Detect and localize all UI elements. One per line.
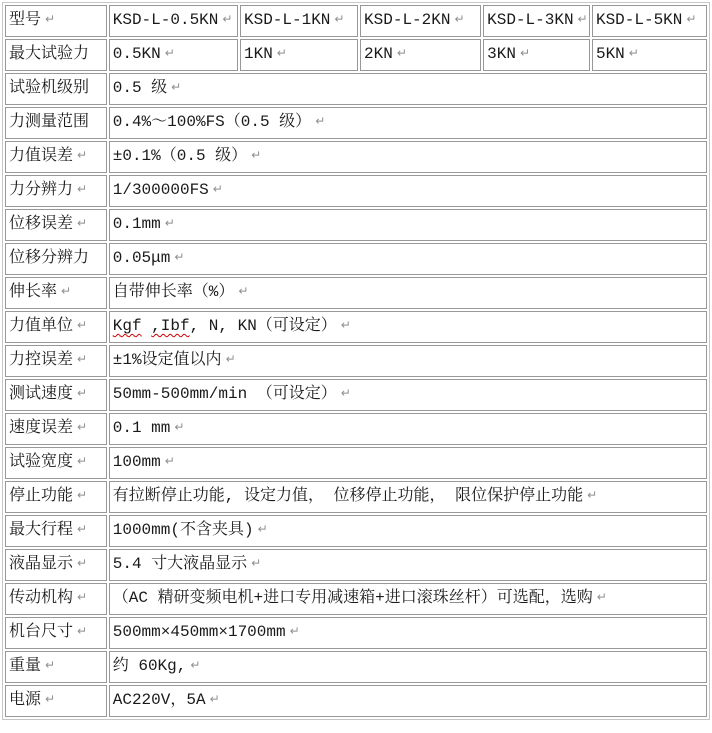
spec-value-cell bbox=[109, 651, 707, 683]
spec-value-cell bbox=[109, 379, 707, 411]
table-row-spec bbox=[5, 549, 707, 581]
paragraph-mark-icon: ↵ bbox=[225, 352, 236, 367]
spec-label: 力值误差 bbox=[9, 147, 74, 166]
spec-label: 重量 bbox=[9, 657, 42, 676]
spec-label-cell bbox=[5, 73, 107, 105]
paragraph-mark-icon: ↵ bbox=[238, 284, 249, 299]
spec-label-cell bbox=[5, 141, 107, 173]
paragraph-mark-icon: ↵ bbox=[77, 182, 88, 197]
spec-value: 约 60Kg, bbox=[112, 657, 187, 676]
table-row-spec bbox=[5, 73, 707, 105]
paragraph-mark-icon: ↵ bbox=[587, 488, 598, 503]
spec-label: 力值单位 bbox=[9, 317, 74, 336]
model-cell bbox=[109, 5, 238, 37]
model-name: KSD-L-2KN bbox=[364, 11, 451, 30]
paragraph-mark-icon: ↵ bbox=[77, 148, 88, 163]
spec-value-cell bbox=[109, 413, 707, 445]
paragraph-mark-icon: ↵ bbox=[77, 590, 88, 605]
spec-label: 传动机构 bbox=[9, 589, 74, 608]
spec-value: 0.1mm bbox=[112, 215, 161, 234]
paragraph-mark-icon: ↵ bbox=[289, 624, 300, 639]
table-row-spec bbox=[5, 379, 707, 411]
spec-value: AC220V，5A bbox=[112, 691, 206, 710]
spec-value-cell bbox=[109, 141, 707, 173]
table-row-spec bbox=[5, 481, 707, 513]
spec-value-cell bbox=[109, 277, 707, 309]
capacity-cell bbox=[109, 39, 238, 71]
model-name: KSD-L-3KN bbox=[487, 11, 574, 30]
spec-value-cell bbox=[109, 311, 707, 343]
spec-label-cell bbox=[5, 243, 107, 275]
capacity-cell bbox=[240, 39, 358, 71]
capacity-value: 1KN bbox=[243, 45, 273, 64]
paragraph-mark-icon: ↵ bbox=[212, 182, 223, 197]
paragraph-mark-icon: ↵ bbox=[251, 556, 262, 571]
spec-label-cell bbox=[5, 413, 107, 445]
paragraph-mark-icon: ↵ bbox=[209, 692, 220, 707]
spec-value-segment bbox=[142, 317, 152, 335]
paragraph-mark-icon: ↵ bbox=[164, 454, 175, 469]
paragraph-mark-icon: ↵ bbox=[276, 46, 287, 61]
spec-value-cell bbox=[109, 175, 707, 207]
spec-label-cell bbox=[5, 175, 107, 207]
model-cell bbox=[360, 5, 481, 37]
paragraph-mark-icon: ↵ bbox=[61, 284, 72, 299]
paragraph-mark-icon: ↵ bbox=[596, 590, 607, 605]
table-row-spec bbox=[5, 413, 707, 445]
table-row-capacity bbox=[5, 39, 707, 71]
spec-value-cell bbox=[109, 617, 707, 649]
spec-value-segment: , N, KN（可设定） bbox=[189, 317, 337, 336]
model-name: KSD-L-0.5KN bbox=[112, 11, 219, 30]
spec-label: 位移分辨力 bbox=[9, 249, 90, 268]
spec-label-cell bbox=[5, 345, 107, 377]
capacity-cell bbox=[360, 39, 481, 71]
spec-label-cell bbox=[5, 651, 107, 683]
table-row-spec bbox=[5, 617, 707, 649]
paragraph-mark-icon: ↵ bbox=[77, 624, 88, 639]
paragraph-mark-icon: ↵ bbox=[686, 12, 697, 27]
spec-value: 1000mm(不含夹具) bbox=[112, 521, 254, 540]
spec-value: 0.05μm bbox=[112, 249, 171, 268]
spec-value-cell bbox=[109, 515, 707, 547]
table-row-spec bbox=[5, 311, 707, 343]
paragraph-mark-icon: ↵ bbox=[519, 46, 530, 61]
spec-value: 有拉断停止功能, 设定力值， 位移停止功能， 限位保护停止功能 bbox=[112, 487, 584, 506]
capacity-value: 2KN bbox=[364, 45, 393, 64]
paragraph-mark-icon: ↵ bbox=[77, 556, 88, 571]
spec-value: 5.4 寸大液晶显示 bbox=[112, 555, 248, 574]
capacity-cell bbox=[483, 39, 590, 71]
spec-label: 力测量范围 bbox=[9, 113, 90, 132]
spec-label-cell bbox=[5, 685, 107, 717]
paragraph-mark-icon: ↵ bbox=[190, 658, 201, 673]
spec-label-cell bbox=[5, 379, 107, 411]
row-label-cell bbox=[5, 39, 107, 71]
spec-value-segment-misspelled: Kgf bbox=[112, 317, 142, 336]
spec-label: 试验机级别 bbox=[9, 79, 90, 98]
spec-label: 力分辨力 bbox=[9, 181, 74, 200]
paragraph-mark-icon: ↵ bbox=[164, 216, 175, 231]
capacity-value: 0.5KN bbox=[112, 45, 161, 64]
spec-label: 试验宽度 bbox=[9, 453, 74, 472]
paragraph-mark-icon: ↵ bbox=[77, 386, 88, 401]
spec-label-cell bbox=[5, 209, 107, 241]
spec-value: 1/300000FS bbox=[112, 181, 209, 200]
paragraph-mark-icon: ↵ bbox=[222, 12, 233, 27]
spec-value-cell bbox=[109, 345, 707, 377]
paragraph-mark-icon: ↵ bbox=[174, 250, 185, 265]
spec-label-cell bbox=[5, 515, 107, 547]
capacity-value: 5KN bbox=[595, 45, 625, 64]
spec-value: ±0.1%（0.5 级） bbox=[112, 147, 248, 166]
model-cell bbox=[592, 5, 707, 37]
paragraph-mark-icon: ↵ bbox=[77, 522, 88, 537]
spec-label: 最大行程 bbox=[9, 521, 74, 540]
model-cell bbox=[483, 5, 590, 37]
paragraph-mark-icon: ↵ bbox=[171, 80, 182, 95]
spec-label: 电源 bbox=[9, 691, 42, 710]
paragraph-mark-icon: ↵ bbox=[340, 386, 351, 401]
table-row-model bbox=[5, 5, 707, 37]
spec-table bbox=[2, 2, 710, 720]
paragraph-mark-icon: ↵ bbox=[454, 12, 465, 27]
spec-label: 机台尺寸 bbox=[9, 623, 74, 642]
spec-value-cell bbox=[109, 447, 707, 479]
spec-table-body bbox=[5, 5, 707, 717]
spec-value-cell bbox=[109, 73, 707, 105]
spec-label: 停止功能 bbox=[9, 487, 74, 506]
row-label: 型号 bbox=[9, 11, 42, 30]
paragraph-mark-icon: ↵ bbox=[628, 46, 639, 61]
paragraph-mark-icon: ↵ bbox=[77, 352, 88, 367]
table-row-spec bbox=[5, 583, 707, 615]
table-row-spec bbox=[5, 447, 707, 479]
model-cell bbox=[240, 5, 358, 37]
spec-value: 0.4%～100%FS（0.5 级） bbox=[112, 113, 312, 132]
spec-value-cell bbox=[109, 583, 707, 615]
table-row-spec bbox=[5, 243, 707, 275]
paragraph-mark-icon: ↵ bbox=[77, 488, 88, 503]
spec-value-segment-misspelled: ,Ibf bbox=[151, 317, 190, 336]
capacity-cell bbox=[592, 39, 707, 71]
model-name: KSD-L-5KN bbox=[595, 11, 683, 30]
table-row-spec bbox=[5, 107, 707, 139]
model-name: KSD-L-1KN bbox=[243, 11, 331, 30]
table-row-spec bbox=[5, 515, 707, 547]
paragraph-mark-icon: ↵ bbox=[77, 454, 88, 469]
table-row-spec bbox=[5, 685, 707, 717]
spec-label: 伸长率 bbox=[9, 283, 58, 302]
paragraph-mark-icon: ↵ bbox=[174, 420, 185, 435]
spec-label-cell bbox=[5, 617, 107, 649]
spec-label-cell bbox=[5, 481, 107, 513]
spec-label-cell bbox=[5, 277, 107, 309]
spec-value-cell bbox=[109, 685, 707, 717]
spec-value-cell bbox=[109, 549, 707, 581]
table-row-spec bbox=[5, 209, 707, 241]
paragraph-mark-icon: ↵ bbox=[77, 216, 88, 231]
spec-value: 100mm bbox=[112, 453, 161, 472]
paragraph-mark-icon: ↵ bbox=[77, 420, 88, 435]
spec-value: ±1%设定值以内 bbox=[112, 351, 222, 370]
table-row-spec bbox=[5, 175, 707, 207]
spec-label: 测试速度 bbox=[9, 385, 74, 404]
paragraph-mark-icon: ↵ bbox=[340, 318, 351, 333]
paragraph-mark-icon: ↵ bbox=[577, 12, 588, 27]
spec-label: 液晶显示 bbox=[9, 555, 74, 574]
spec-value-cell bbox=[109, 481, 707, 513]
spec-value-cell bbox=[109, 107, 707, 139]
capacity-value: 3KN bbox=[487, 45, 516, 64]
spec-value: 0.5 级 bbox=[112, 79, 168, 98]
spec-label-cell bbox=[5, 583, 107, 615]
spec-value: 50mm-500mm/min （可设定） bbox=[112, 385, 337, 404]
paragraph-mark-icon: ↵ bbox=[45, 658, 56, 673]
spec-value-cell bbox=[109, 243, 707, 275]
paragraph-mark-icon: ↵ bbox=[45, 692, 56, 707]
row-label-cell bbox=[5, 5, 107, 37]
spec-label-cell bbox=[5, 447, 107, 479]
spec-label: 位移误差 bbox=[9, 215, 74, 234]
spec-label: 力控误差 bbox=[9, 351, 74, 370]
paragraph-mark-icon: ↵ bbox=[45, 12, 56, 27]
paragraph-mark-icon: ↵ bbox=[257, 522, 268, 537]
spec-value: 0.1 mm bbox=[112, 419, 171, 438]
spec-label: 速度误差 bbox=[9, 419, 74, 438]
paragraph-mark-icon: ↵ bbox=[315, 114, 326, 129]
table-row-spec bbox=[5, 277, 707, 309]
table-row-spec bbox=[5, 651, 707, 683]
spec-value: 500mm×450mm×1700mm bbox=[112, 623, 286, 642]
paragraph-mark-icon: ↵ bbox=[251, 148, 262, 163]
paragraph-mark-icon: ↵ bbox=[164, 46, 175, 61]
table-row-spec bbox=[5, 345, 707, 377]
spec-label-cell bbox=[5, 549, 107, 581]
spec-label-cell bbox=[5, 107, 107, 139]
spec-label-cell bbox=[5, 311, 107, 343]
row-label: 最大试验力 bbox=[9, 45, 90, 64]
spec-value-cell bbox=[109, 209, 707, 241]
table-row-spec bbox=[5, 141, 707, 173]
paragraph-mark-icon: ↵ bbox=[77, 318, 88, 333]
paragraph-mark-icon: ↵ bbox=[396, 46, 407, 61]
spec-value: 自带伸长率（%） bbox=[112, 283, 235, 302]
paragraph-mark-icon: ↵ bbox=[334, 12, 345, 27]
spec-value: （AC 精研变频电机+进口专用减速箱+进口滚珠丝杆）可选配，选购 bbox=[112, 589, 593, 608]
